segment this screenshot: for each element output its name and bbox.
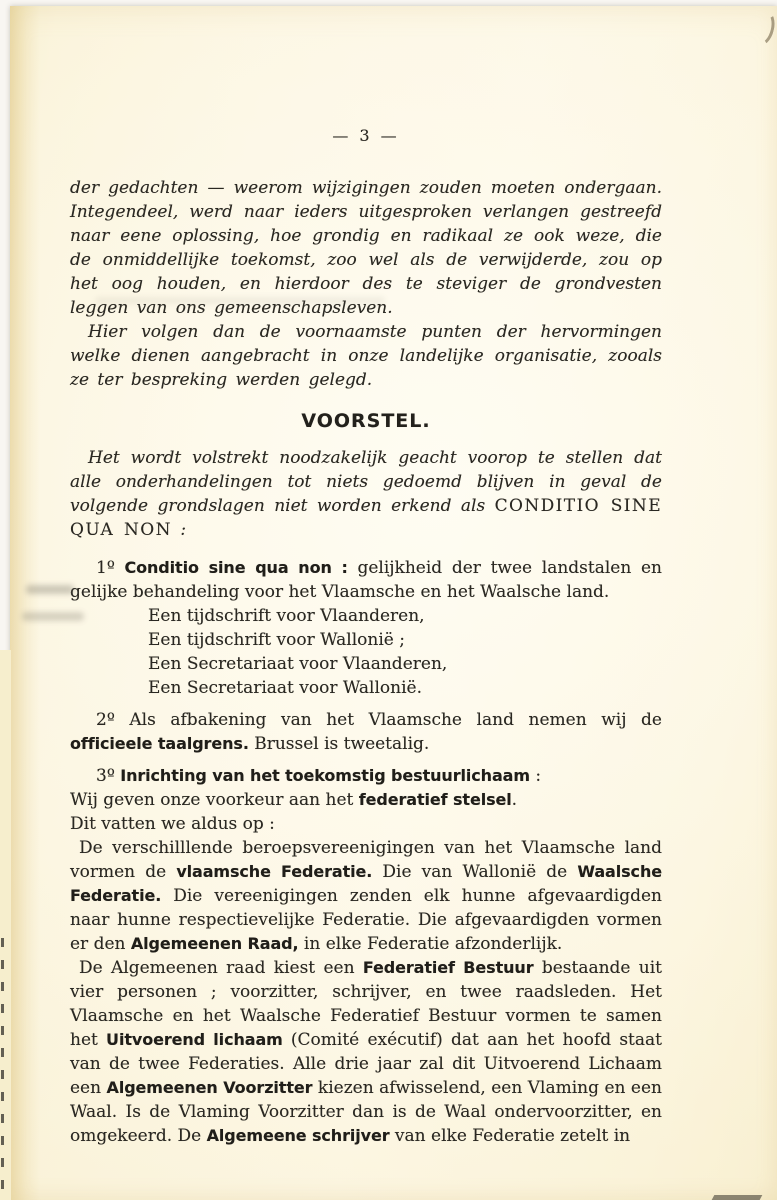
text-run-b: federatief stelsel [358,790,512,809]
text-block [70,124,662,1148]
point-3-lead-line [70,812,662,836]
text-run-b: vlaamsche Federatie. [176,862,373,881]
text-run-b: Inrichting van het toekomstig bestuurlichaam [120,766,530,785]
proposal-intro-paragraph [70,446,662,542]
section-heading-voorstel: VOORSTEL. [301,410,431,432]
text-run: De verschilllende beroepsvereenigingen van het Vlaamsche land vormen de [70,838,662,882]
executive-paragraph [70,956,662,1148]
point-1-list [148,604,662,700]
text-run-b: Federatief Bestuur [362,958,534,977]
document-page [10,6,777,1200]
text-run: van elke Federatie zetelt in [389,1126,631,1146]
text-run: . [511,790,518,810]
text-run: 3º [96,766,121,786]
text-run: Hier volgen dan de voornaamste punten der hervormingen welke dienen aangebracht in onze landelijke organisatie, zooals ze ter bespreking werden gelegd. [70,322,662,390]
text-run: De Algemeenen raad kiest een [79,958,363,978]
ink-smudge [95,297,385,304]
text-run: Die vereenigingen zenden elk hunne afgevaardigden naar hunne respectievelijke Federatie. Die afgevaardigden vormen er den [70,886,662,954]
text-run: Het wordt volstrekt noodzakelijk geacht voorop te stellen dat alle onderhandelingen tot niets gedoemd blijven in geval de volgende grondslagen niet worden erkend als [70,448,662,516]
text-run-b: Algemeenen Raad, [130,934,299,953]
text-run: gelijkheid der twee landstalen en gelijke behandeling voor het Vlaamsche en het Waalsche land. [70,558,662,602]
text-run: Wij geven onze voorkeur aan het [70,790,359,810]
point-1-paragraph [70,556,662,604]
text-run: bestaande uit vier personen ; voorzitter, schrijver, en twee raadsleden. Het Vlaamsche en het Waalsche Federatief Bestuur vormen te samen het [70,958,663,1050]
text-run: : [529,766,542,786]
page-number: — 3 — [332,126,400,145]
list-item: Een tijdschrift voor Vlaanderen, [148,606,425,626]
text-run-b: Conditio sine qua non : [124,558,348,577]
page-curl-mark [748,8,777,48]
list-item: Een tijdschrift voor Wallonië ; [148,630,405,650]
point-3-preference-line [70,788,662,812]
text-run: Dit vatten we aldus op : [70,814,275,834]
text-run-b: Algemeenen Voorzitter [106,1078,313,1097]
text-run-b: Waalsche Federatie. [70,862,662,905]
text-run: Die van Wallonië de [372,862,578,882]
text-run: Brussel is tweetalig. [248,734,430,754]
text-run-b: officieele taalgrens. [70,734,249,753]
bottom-corner-shadow [712,1195,763,1200]
ink-smudge [26,585,74,594]
text-run: (Comité exécutif) dat aan het hoofd staat van de twee Federaties. Alle drie jaar zal dit Uitvoerend Lichaam een [70,1030,662,1098]
list-item: Een Secretariaat voor Wallonië. [148,678,422,698]
ink-smudge [22,612,84,621]
text-run: kiezen afwisselend, een Vlaming en een Waal. Is de Vlaming Voorzitter dan is de Waal ondervoorzitter, en omgekeerd. De [70,1078,662,1146]
page-left-edge [10,6,40,1200]
text-run-b: Algemeene schrijver [206,1126,390,1145]
text-run: : [171,520,187,540]
text-run-caps: CONDITIO SINE QUA NON [70,496,663,540]
point-3-heading [70,764,662,788]
binding-dash-marks [1,938,4,1200]
list-item: Een Secretariaat voor Vlaanderen, [148,654,448,674]
point-2-paragraph [70,708,662,756]
text-run: 2º Als afbakening van het Vlaamsche land nemen wij de [96,710,662,730]
intro-paragraph-2 [70,320,662,392]
text-run: der gedachten — weerom wijzigingen zouden moeten ondergaan. Integendeel, werd naar ieders uitgesproken verlangen gestreefd naar eene oplossing, hoe grondig en radikaal ze ook weze, die de onmiddellijke toekomst, zoo wel als de verwijderde, zou op het oog houden, en hierdoor des te steviger de grondvesten leggen van ons gemeenschapsleven. [70,178,662,318]
text-run: in elke Federatie afzonderlijk. [298,934,563,954]
federation-paragraph [70,836,662,956]
text-run-b: Uitvoerend lichaam [106,1030,283,1049]
text-run: 1º [96,558,125,578]
